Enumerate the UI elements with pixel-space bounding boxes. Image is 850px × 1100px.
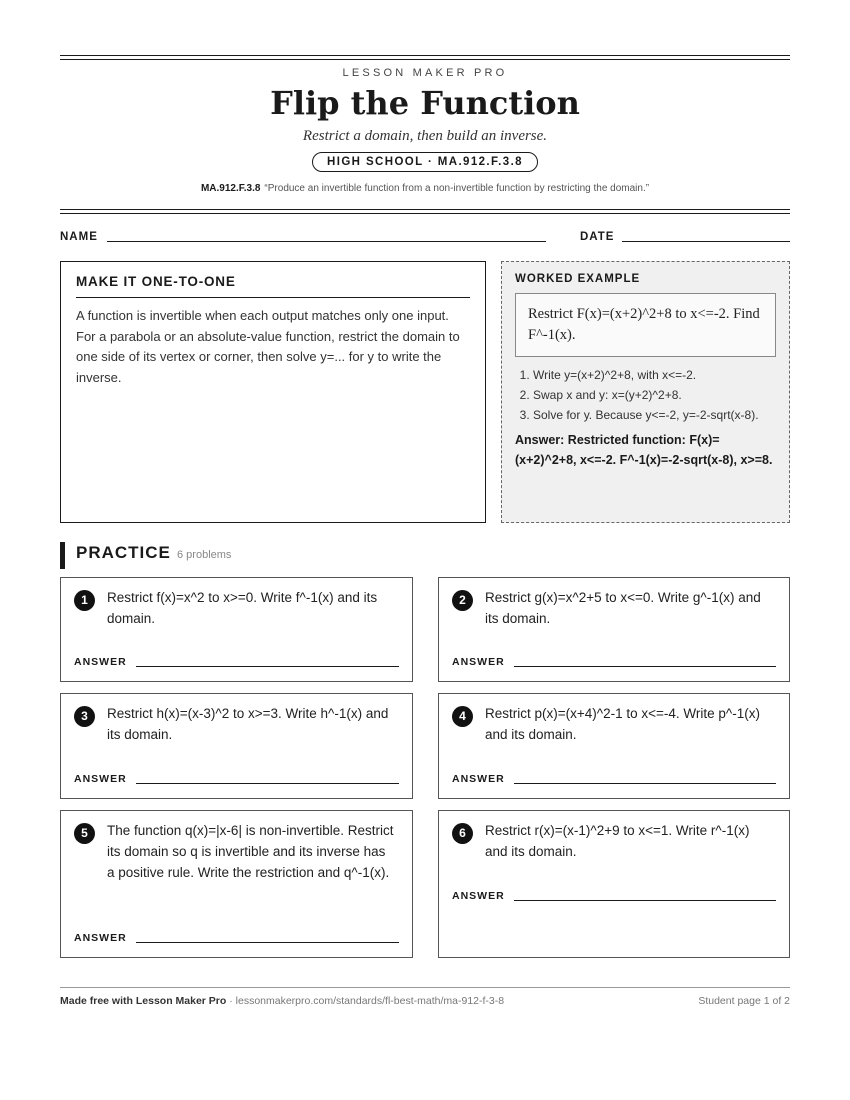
grade-standard-badge: HIGH SCHOOL · MA.912.F.3.8 — [312, 152, 538, 172]
problem-text: Restrict p(x)=(x+4)^2-1 to x<=-4. Write p^-1(x) and its domain. — [485, 706, 760, 742]
practice-count: 6 problems — [177, 549, 232, 561]
answer-label: ANSWER — [74, 656, 127, 668]
problem-number-badge: 4 — [452, 706, 473, 727]
answer-label: ANSWER — [452, 890, 505, 902]
worked-example-steps — [515, 365, 776, 425]
answer-field-4[interactable] — [514, 783, 776, 784]
answer-label: ANSWER — [74, 932, 127, 944]
problem-card-3 — [60, 693, 413, 799]
concept-body: A function is invertible when each output matches only one input. For a parabola or an absolute-value function, restrict the domain to one side of its vertex or corner, then solve y=... for y to write the inverse. — [76, 308, 460, 385]
concept-title: MAKE IT ONE-TO-ONE — [76, 274, 470, 298]
problem-text: Restrict f(x)=x^2 to x>=0. Write f^-1(x) and its domain. — [107, 590, 378, 626]
worked-example-box — [501, 261, 790, 523]
answer-field-1[interactable] — [136, 666, 399, 667]
footer-page-number: Student page 1 of 2 — [698, 995, 790, 1007]
answer-field-2[interactable] — [514, 666, 776, 667]
problem-card-1 — [60, 577, 413, 682]
footer-rule — [60, 987, 790, 988]
worksheet-subtitle: Restrict a domain, then build an inverse. — [302, 128, 548, 144]
problem-card-2 — [438, 577, 790, 682]
practice-title: PRACTICE — [76, 543, 171, 562]
problem-text: Restrict h(x)=(x-3)^2 to x>=3. Write h^-1(x) and its domain. — [107, 706, 389, 742]
top-double-rule — [60, 55, 790, 60]
problem-number-badge: 2 — [452, 590, 473, 611]
date-label: DATE — [580, 231, 615, 243]
problem-number-badge: 5 — [74, 823, 95, 844]
date-field[interactable] — [622, 241, 790, 242]
problem-text: Restrict r(x)=(x-1)^2+9 to x<=1. Write r^-1(x) and its domain. — [485, 823, 750, 859]
footer-made-with: Made free with Lesson Maker Pro — [60, 995, 227, 1007]
concept-box — [60, 261, 486, 523]
standard-description — [60, 183, 790, 194]
practice-accent-bar — [60, 542, 65, 569]
worked-example-step: 2. Swap x and y: x=(y+2)^2+8. — [533, 385, 776, 405]
answer-label: ANSWER — [452, 656, 505, 668]
worked-example-answer: Answer: Restricted function: F(x)=(x+2)^2+8, x<=-2. F^-1(x)=-2-sqrt(x-8), x>=8. — [515, 433, 773, 467]
name-field[interactable] — [107, 241, 546, 242]
footer-url: · lessonmakerpro.com/standards/fl-best-math/ma-912-f-3-8 — [226, 995, 505, 1007]
answer-field-3[interactable] — [136, 783, 399, 784]
answer-field-5[interactable] — [136, 942, 399, 943]
problem-number-badge: 3 — [74, 706, 95, 727]
standard-code: MA.912.F.3.8 — [200, 183, 261, 194]
problem-number-badge: 1 — [74, 590, 95, 611]
problem-card-6 — [438, 810, 790, 958]
problem-text: The function q(x)=|x-6| is non-invertible. Restrict its domain so q is invertible and its inverse has a positive rule. Write the restriction and q^-1(x). — [107, 823, 394, 880]
worked-example-problem: Restrict F(x)=(x+2)^2+8 to x<=-2. Find F^-1(x). — [515, 293, 776, 357]
answer-field-6[interactable] — [514, 900, 776, 901]
standard-text: “Produce an invertible function from a non-invertible function by restricting the domain.” — [264, 183, 650, 194]
worked-example-title: WORKED EXAMPLE — [515, 273, 641, 285]
problem-card-4 — [438, 693, 790, 799]
name-label: NAME — [60, 231, 98, 243]
grade-badge-wrap — [60, 152, 790, 172]
worksheet-title: Flip the Function — [270, 84, 580, 122]
worked-example-step: 1. Write y=(x+2)^2+8, with x<=-2. — [533, 365, 776, 385]
problem-number-badge: 6 — [452, 823, 473, 844]
answer-label: ANSWER — [74, 773, 127, 785]
header-bottom-rule — [60, 209, 790, 214]
problem-text: Restrict g(x)=x^2+5 to x<=0. Write g^-1(x) and its domain. — [485, 590, 761, 626]
footer-credit — [60, 995, 504, 1007]
answer-label: ANSWER — [452, 773, 505, 785]
brand-name: LESSON MAKER PRO — [342, 67, 508, 79]
problem-card-5 — [60, 810, 413, 958]
worked-example-step: 3. Solve for y. Because y<=-2, y=-2-sqrt(x-8). — [533, 405, 776, 425]
